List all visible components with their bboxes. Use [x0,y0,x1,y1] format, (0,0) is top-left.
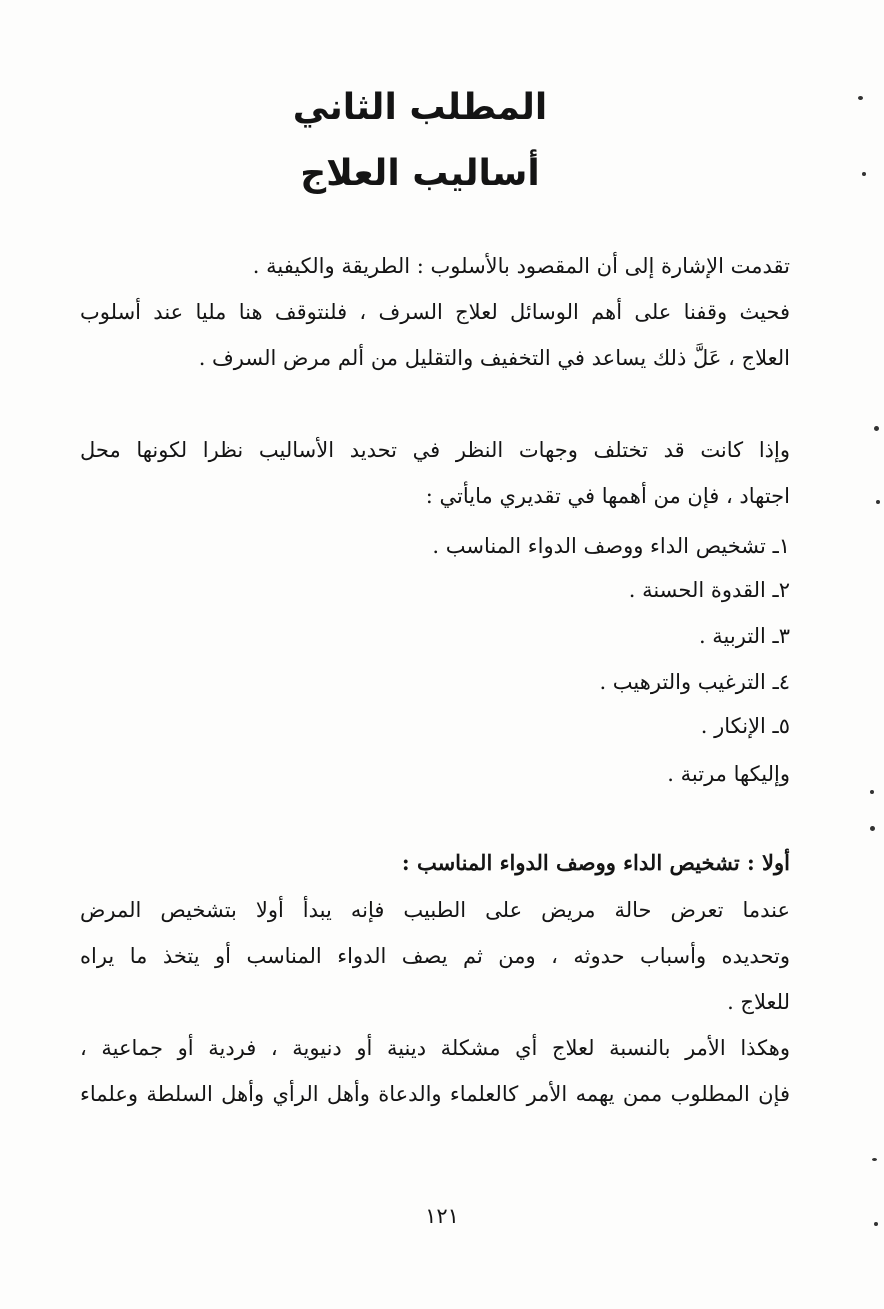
section-subtitle: أساليب العلاج [300,153,540,194]
paragraph-line: فحيث وقفنا على أهم الوسائل لعلاج السرف ، فلنتوقف هنا مليا عند أسلوب [80,300,790,324]
list-item: ٢ـ القدوة الحسنة . [628,578,790,602]
scan-speck [862,172,866,176]
scan-speck [858,96,863,100]
subsection-heading: أولا : تشخيص الداء ووصف الدواء المناسب : [401,850,790,875]
scan-speck [874,426,879,431]
paragraph-line: وهكذا الأمر بالنسبة لعلاج أي مشكلة دينية أو دنيوية ، فردية أو جماعية ، [80,1036,790,1060]
paragraph-line: اجتهاد ، فإن من أهمها في تقديري مايأتي : [425,484,790,508]
paragraph-line: العلاج ، عَلَّ ذلك يساعد في التخفيف والتقليل من ألم مرض السرف . [198,346,790,370]
paragraph-line: عندما تعرض حالة مريض على الطبيب فإنه يبدأ أولا بتشخيص المرض [80,898,790,922]
scan-speck [872,1158,877,1161]
list-item: ٣ـ التربية . [698,624,790,648]
scan-speck [874,1222,878,1226]
paragraph-line: فإن المطلوب ممن يهمه الأمر كالعلماء والدعاة وأهل الرأي وأهل السلطة وعلماء [80,1082,790,1106]
paragraph-line: وتحديده وأسباب حدوثه ، ومن ثم يصف الدواء المناسب أو يتخذ ما يراه [80,944,790,968]
scan-speck [876,500,880,504]
list-item: ٤ـ الترغيب والترهيب . [599,670,790,694]
paragraph-line: تقدمت الإشارة إلى أن المقصود بالأسلوب : الطريقة والكيفية . [252,254,790,278]
page-number: ١٢١ [425,1204,459,1228]
paragraph-line: للعلاج . [727,990,790,1014]
scan-speck [870,826,875,831]
scan-speck [870,790,874,794]
list-item: ٥ـ الإنكار . [700,714,790,738]
section-title: المطلب الثاني [292,87,548,128]
paragraph-line: وإذا كانت قد تختلف وجهات النظر في تحديد الأساليب نظرا لكونها محل [80,438,790,462]
paragraph-line: وإليكها مرتبة . [667,762,790,786]
list-item: ١ـ تشخيص الداء ووصف الدواء المناسب . [432,534,790,558]
